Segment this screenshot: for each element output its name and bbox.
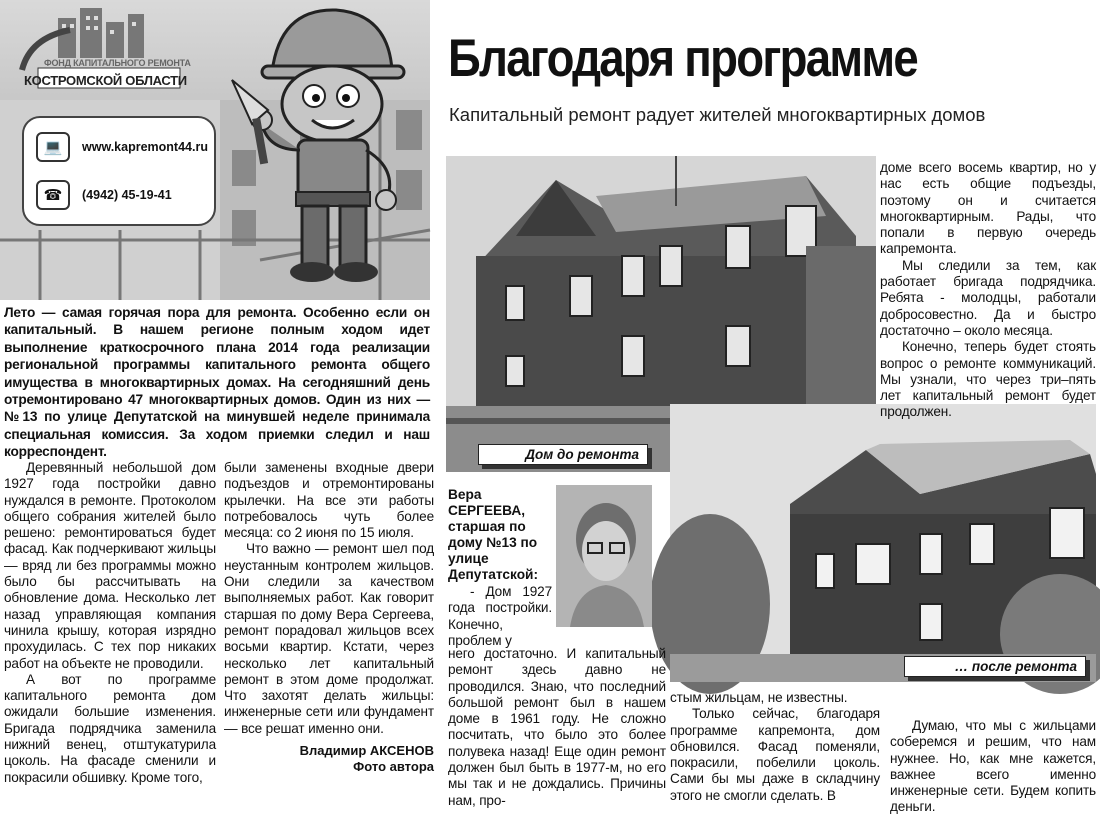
telephone-icon: ☎ [36,180,70,210]
article-subheadline: Капитальный ремонт радует жителей многоквартирных домов [449,104,986,125]
paragraph: - Дом 1927 года постройки. Конечно, проблем у [448,584,552,648]
quote-column-right-top [880,160,1096,421]
paragraph: А вот по программе капитального ремонта дом ожидали большие изменения. Бригада подрядчика заменила нижний венец, отштукатурила цоколь. На фасаде сменили и покрасили обшивку. Кроме того, [4,671,216,785]
quote-speaker: Вера СЕРГЕЕВА, старшая по дому №13 по улице Депутатской: [448,487,539,582]
website-row[interactable] [36,132,208,162]
contact-box [22,116,216,226]
quote-column-right-bottom [890,718,1096,816]
photo-before-caption: Дом до ремонта [478,444,648,465]
paragraph: Что важно — ремонт шел под неустанным контролем жильцов. Они следили за качеством выполняемых работ. Как говорит старшая по дому Вера Сергеева, ремонт порадовал жильцов всех восьми квартир. Кстати, через несколько лет капитальный ремонт в этом доме продолжат. Что захотят делать жильцы: инженерные сети или фундамент — все решат именно они. [224,541,434,736]
quote-text-continued [448,646,666,809]
paragraph: доме всего восемь квартир, но у нас есть общие подъезды, поэтому он и считается многоквартирным. Рады, что попали в первую очередь капремонта. [880,160,1096,257]
photo-after-caption: … после ремонта [904,656,1086,677]
paragraph: стым жильцам, не известны. [670,690,848,705]
article-column-1 [4,460,216,786]
article-lead: Лето — самая горячая пора для ремонта. Особенно если он капитальный. В нашем регионе полным ходом идет выполнение краткосрочного плана 2014 года реализации региональной программы капитального ремонта общего имущества в многоквартирных домах. На сегодняшний день отремонтировано 47 многоквартирных домов. Один из них — №13 по улице Депутатской на минувшей неделе принимала специальная комиссия. За ходом приемки следил и наш корреспондент. [4,305,430,460]
byline [224,743,434,775]
logo-line2: КОСТРОМСКОЙ ОБЛАСТИ [24,73,187,88]
photo-credit: Фото автора [353,759,434,774]
paragraph: Деревянный небольшой дом 1927 года постройки давно нуждался в ремонте. Протоколом общего собрания жителей было решено: ремонтироваться будет фасад. Как подчеркивают жильцы — вряд ли без программы можно было бы рассчитывать на обновление дома. Несколько лет назад управляющая компания чинила крышу, которая изрядно прохудилась. С тех пор никаких работ на объекте не проводили. [4,460,216,671]
laptop-icon: 💻 [36,132,70,162]
paragraph: Только сейчас, благодаря программе капремонта, дом обновился. Фасад поменяли, покрасили, побелили цоколь. Сами бы мы даже в складчину этого не смогли сделать. В [670,706,880,803]
phone-number: (4942) 45-19-41 [82,188,172,202]
paragraph: были заменены входные двери подъездов и отремонтированы крылечки. На все эти работы потребовалось чуть более месяца: со 2 июня по 15 июля. [224,460,434,541]
article-column-2 [224,460,434,737]
paragraph: Думаю, что мы с жильцами соберемся и решим, что нам нужнее. Но, как мне кажется, важнее всего именно инженерные сети. Будем копить деньги. [890,718,1096,815]
paragraph: Конечно, теперь будет стоять вопрос о ремонте коммуникаций. Мы узнали, что через три–пять лет капитальный ремонт будет продолжен. [880,339,1096,420]
article-headline: Благодаря программе [448,29,917,88]
paragraph: него достаточно. И капитальный ремонт здесь давно не проводился. Знаю, что последний большой ремонт был в нашем доме в 1961 году. Не сложно посчитать, что было это более полувека назад! Еще один ремонт должен был быть в 1977-м, но его мы так и не дождались. Причины нам, про- [448,646,666,808]
portrait-photo [556,485,652,627]
photo-house-after [670,404,1096,682]
paragraph: Мы следили за тем, как работает бригада подрядчика. Ребята - молодцы, работали добросовестно. Да и быстро достаточно – около месяца. [880,257,1096,338]
quote-column-middle-bottom [670,690,880,804]
website-link[interactable]: www.kapremont44.ru [82,140,208,154]
quote-text-start [448,584,552,649]
phone-row [36,180,172,210]
author-name: Владимир АКСЕНОВ [299,743,434,758]
logo-line1: ФОНД КАПИТАЛЬНОГО РЕМОНТА [44,58,191,68]
